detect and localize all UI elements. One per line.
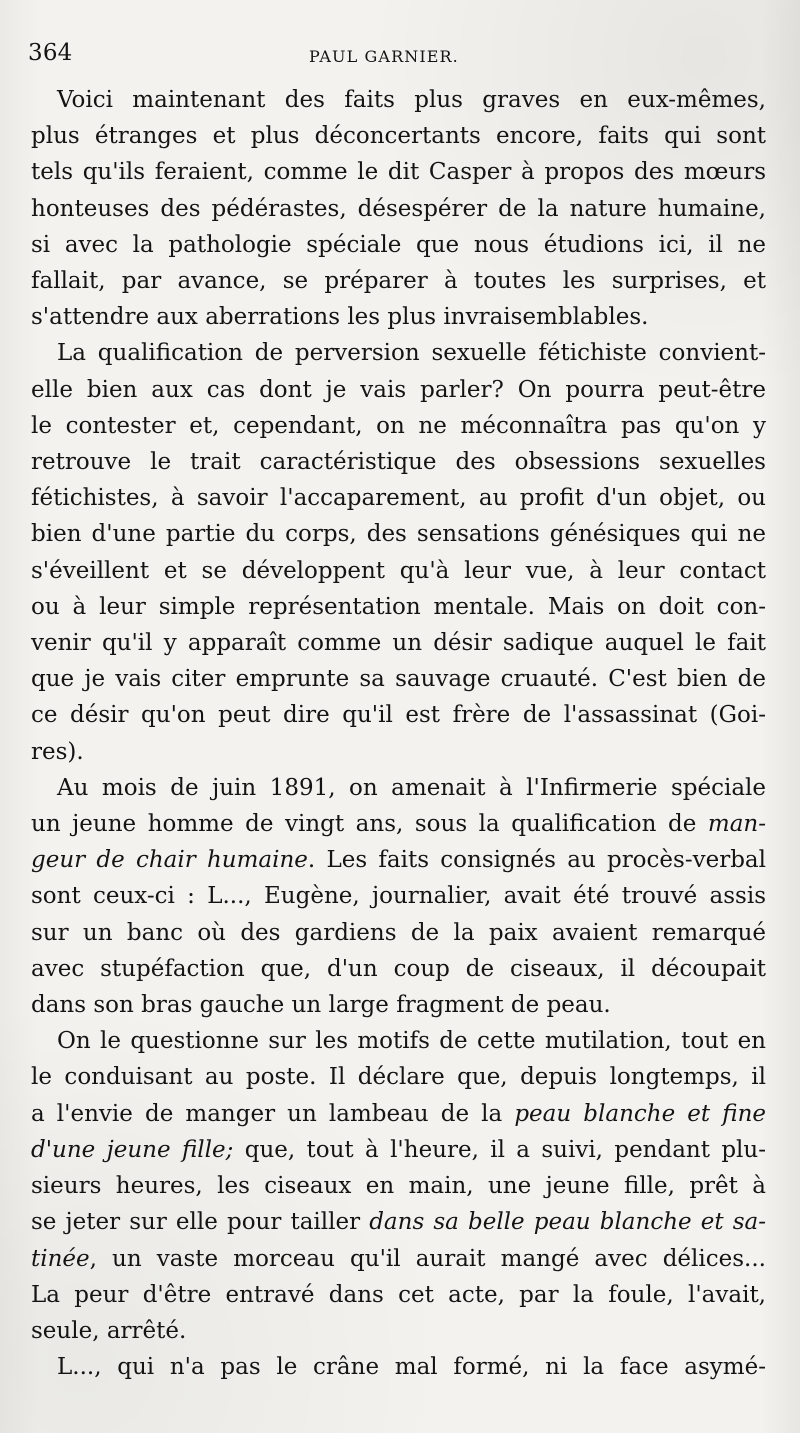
text-line: a l'envie de manger un lambeau de la peau blanche et fine	[31, 1100, 767, 1127]
text-line: le conduisant au poste. Il déclare que, depuis longtemps, il	[31, 1064, 766, 1091]
paragraph	[31, 82, 766, 335]
running-head: PAUL GARNIER.	[309, 47, 459, 66]
page-header	[28, 40, 768, 74]
text-line: geur de chair humaine. Les faits consignés au procès-verbal	[31, 847, 766, 874]
text-line: plus étranges et plus déconcertants encore, faits qui sont	[31, 123, 766, 150]
text-line: seule, arrêté.	[31, 1317, 187, 1344]
text-line: ce désir qu'on peut dire qu'il est frère de l'assassinat (Goi-	[31, 702, 766, 729]
text-line: res).	[31, 738, 84, 765]
body-text	[31, 82, 766, 1385]
text-line: bien d'une partie du corps, des sensations génésiques qui ne	[31, 521, 766, 548]
text-line: dans son bras gauche un large fragment de peau.	[31, 992, 611, 1019]
text-line: sieurs heures, les ciseaux en main, une jeune fille, prêt à	[31, 1173, 766, 1200]
italic-phrase: man-	[707, 811, 766, 838]
text-line: La qualification de perversion sexuelle fétichiste convient-	[57, 340, 766, 367]
text-line: se jeter sur elle pour tailler dans sa belle peau blanche et sa-	[31, 1209, 766, 1236]
text-line: fallait, par avance, se préparer à toutes les surprises, et	[31, 268, 766, 295]
text-line: L..., qui n'a pas le crâne mal formé, ni la face asymé-	[57, 1354, 766, 1381]
text-line: un jeune homme de vingt ans, sous la qualification de man-	[31, 811, 766, 838]
text-line: sur un banc où des gardiens de la paix avaient remarqué	[31, 919, 766, 946]
text-line: sont ceux-ci : L..., Eugène, journalier, avait été trouvé assis	[31, 883, 766, 910]
text-line: retrouve le trait caractéristique des obsessions sexuelles	[31, 449, 766, 476]
text-line: si avec la pathologie spéciale que nous étudions ici, il ne	[31, 231, 766, 258]
text-line: s'éveillent et se développent qu'à leur vue, à leur contact	[31, 557, 766, 584]
italic-phrase: dans sa belle peau blanche et sa-	[369, 1209, 766, 1236]
text-line: s'attendre aux aberrations les plus invraisemblables.	[31, 304, 649, 331]
text-line: d'une jeune fille; que, tout à l'heure, il a suivi, pendant plu-	[31, 1136, 766, 1163]
text-line: tinée, un vaste morceau qu'il aurait mangé avec délices...	[31, 1245, 766, 1272]
italic-phrase: tinée	[31, 1245, 90, 1272]
text-line: tels qu'ils feraient, comme le dit Casper à propos des mœurs	[31, 159, 766, 186]
paragraph	[31, 335, 766, 769]
text-line: fétichistes, à savoir l'accaparement, au profit d'un objet, ou	[31, 485, 766, 512]
text-line: Au mois de juin 1891, on amenait à l'Infirmerie spéciale	[57, 774, 766, 801]
italic-phrase: geur de chair humaine	[31, 847, 308, 874]
text-line: le contester et, cependant, on ne méconnaîtra pas qu'on y	[31, 412, 766, 439]
paragraph	[31, 770, 766, 1023]
page-number: 364	[28, 40, 73, 66]
text-line: avec stupéfaction que, d'un coup de ciseaux, il découpait	[31, 955, 766, 982]
paragraph	[31, 1023, 766, 1349]
italic-phrase: d'une jeune fille;	[31, 1136, 234, 1163]
text-line: venir qu'il y apparaît comme un désir sadique auquel le fait	[31, 630, 766, 657]
text-line: elle bien aux cas dont je vais parler? On pourra peut-être	[31, 376, 766, 403]
text-line: ou à leur simple représentation mentale. Mais on doit con-	[31, 593, 766, 620]
text-line: La peur d'être entravé dans cet acte, par la foule, l'avait,	[31, 1281, 766, 1308]
italic-phrase: peau blanche et fine	[514, 1100, 767, 1127]
text-line: On le questionne sur les motifs de cette mutilation, tout en	[57, 1028, 766, 1055]
text-line: honteuses des pédérastes, désespérer de la nature humaine,	[31, 195, 766, 222]
paragraph	[31, 1349, 766, 1385]
text-line: que je vais citer emprunte sa sauvage cruauté. C'est bien de	[31, 666, 766, 693]
text-line: Voici maintenant des faits plus graves en eux-mêmes,	[57, 87, 766, 113]
